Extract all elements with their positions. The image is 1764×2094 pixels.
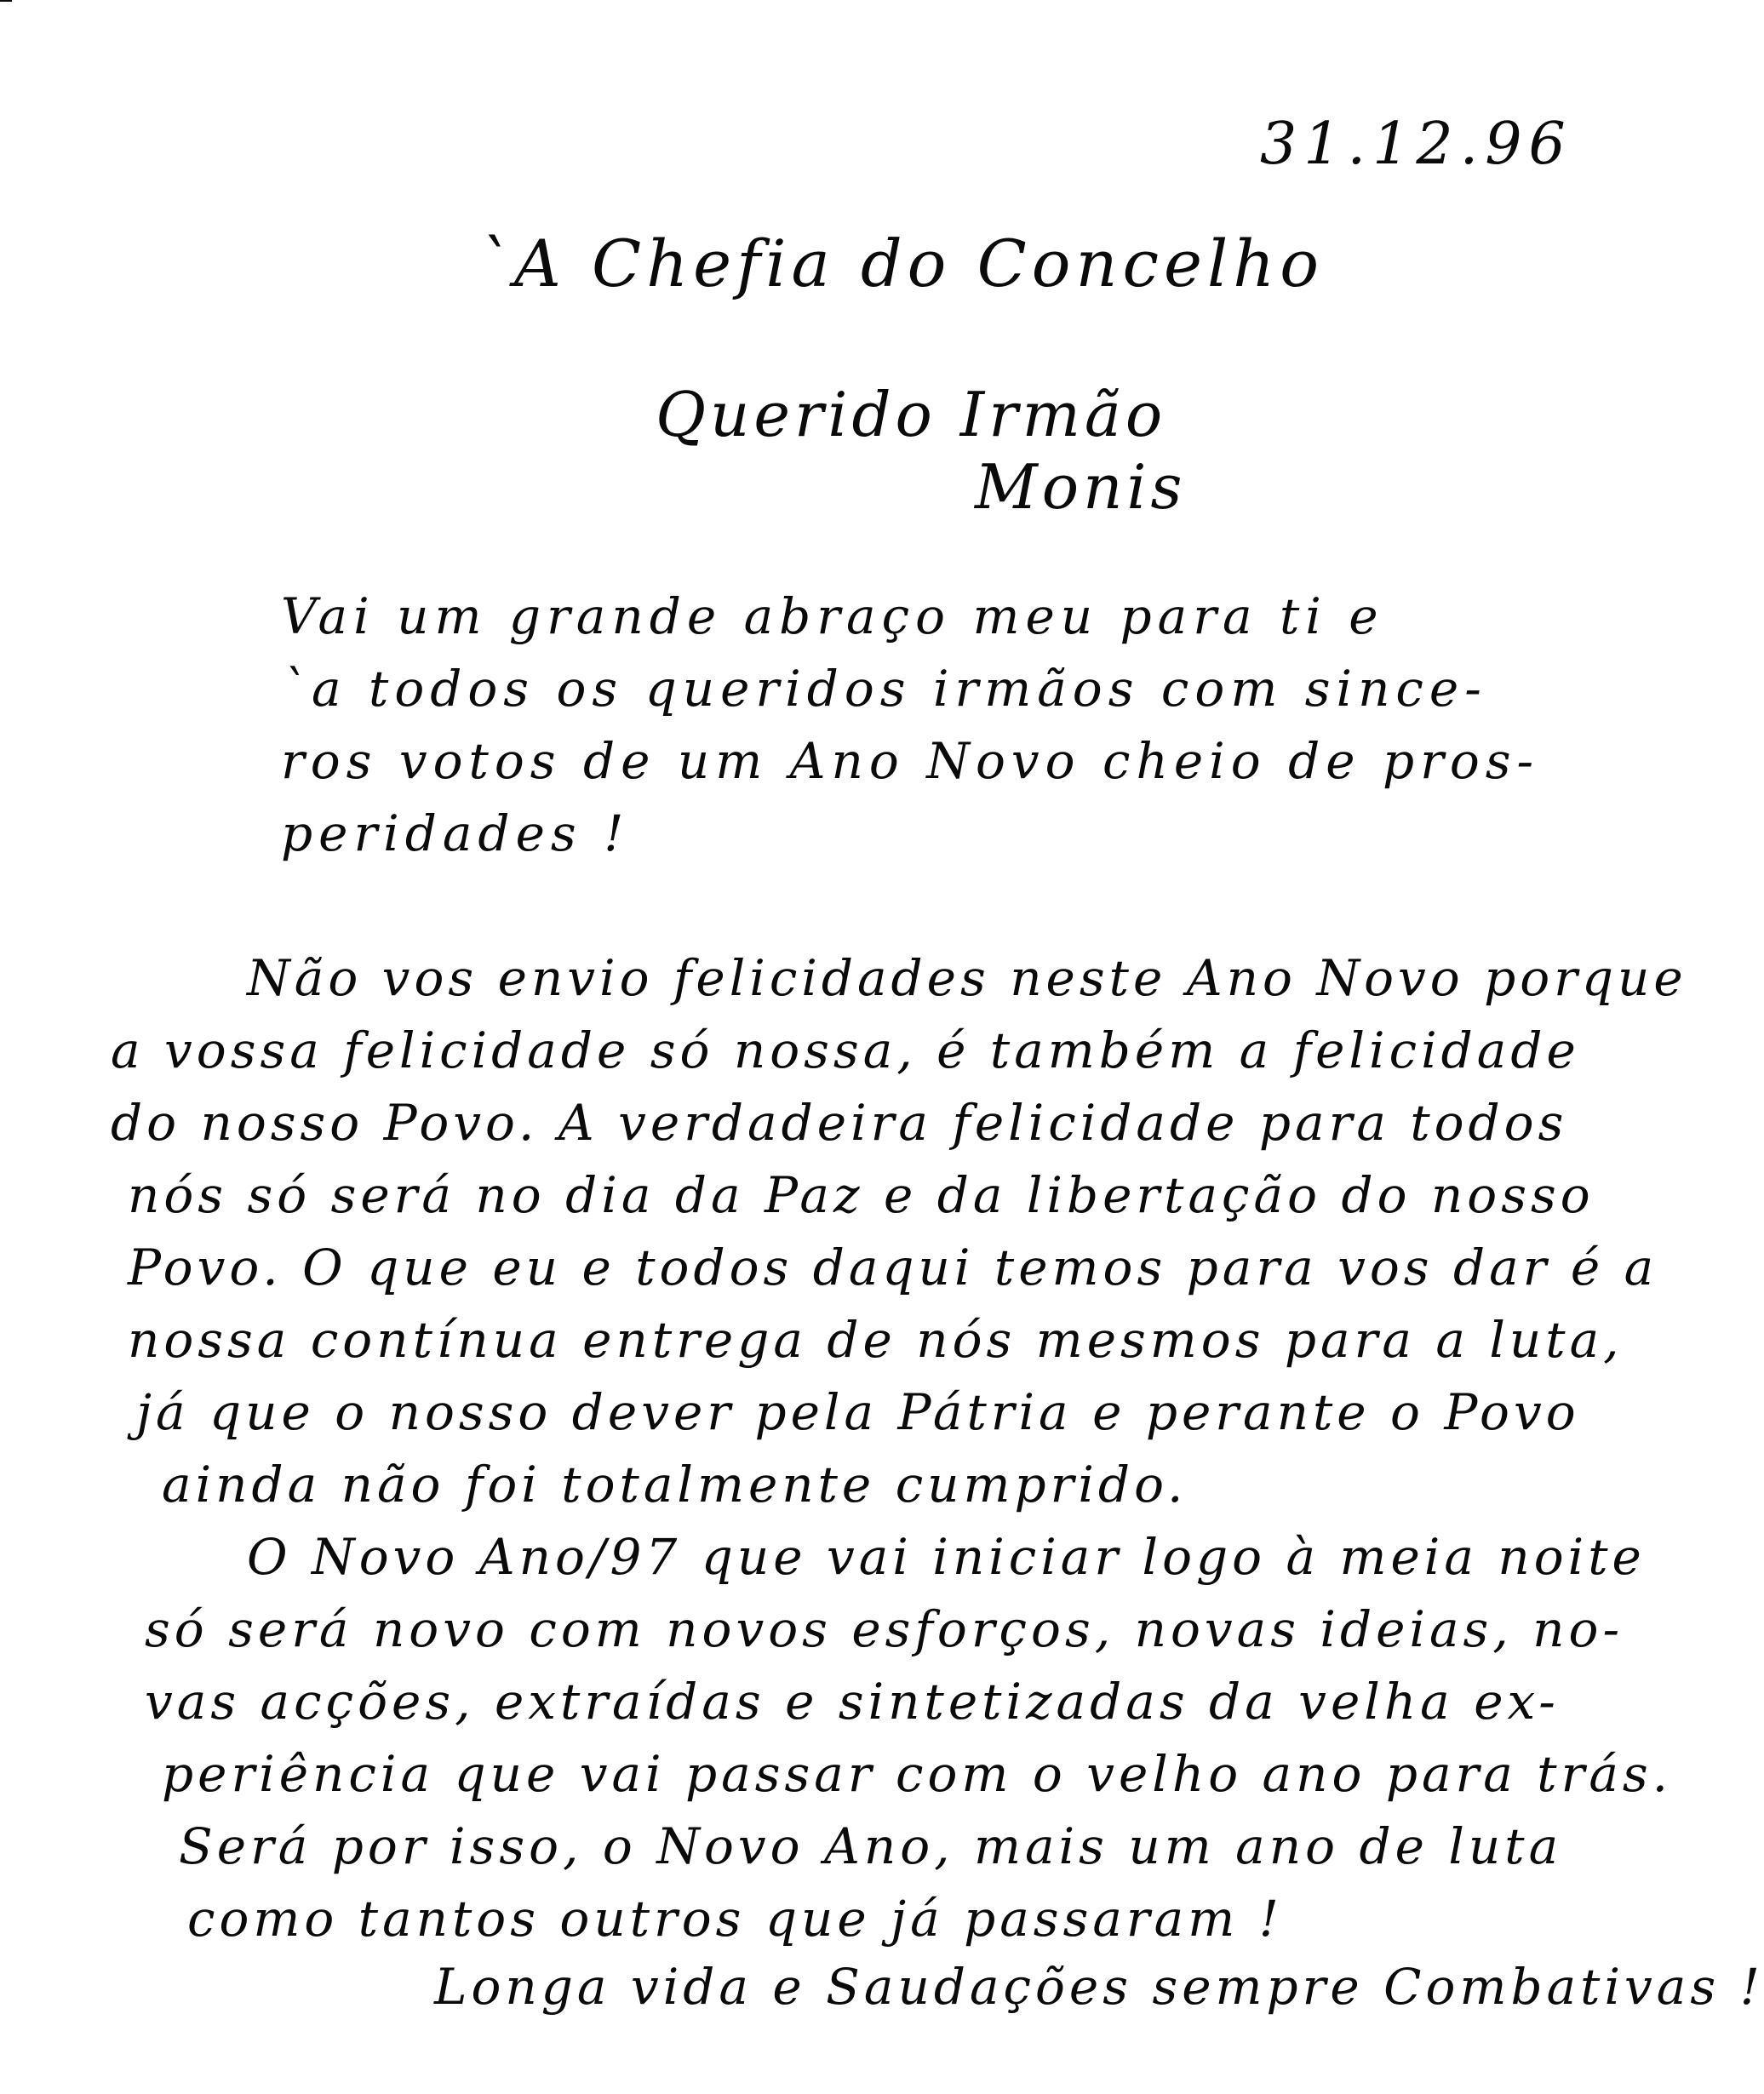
paragraph-1-line: Vai um grande abraço meu para ti e (281, 587, 1384, 645)
paragraph-2-line: nossa contínua entrega de nós mesmos para a luta, (128, 1311, 1624, 1369)
paragraph-1-line: `a todos os queridos irmãos com since- (281, 660, 1487, 718)
salutation-line: Querido Irmão (656, 379, 1167, 450)
paragraph-2-line: vas acções, extraídas e sintetizadas da velha ex- (145, 1673, 1560, 1731)
paragraph-1-line: peridades ! (281, 804, 630, 862)
closing-line: Longa vida e Saudações sempre Combativas ! (434, 1958, 1764, 2016)
paragraph-2-line: a vossa felicidade só nossa, é também a felicidade (111, 1021, 1580, 1079)
paragraph-2-line: já que o nosso dever pela Pátria e perante o Povo (136, 1383, 1580, 1441)
paragraph-2-line: só será novo com novos esforços, novas ideias, no- (145, 1600, 1624, 1658)
letter-date: 31.12.96 (1260, 111, 1572, 178)
paragraph-1-line: ros votos de um Ano Novo cheio de pros- (281, 732, 1540, 790)
letter-addressee: `A Chefia do Concelho (477, 226, 1324, 301)
paragraph-2-line: Povo. O que eu e todos daqui temos para vos dar é a (128, 1239, 1658, 1296)
paragraph-2-line: periência que vai passar com o velho ano para trás. (162, 1745, 1673, 1803)
paragraph-2-line: Não vos envio felicidades neste Ano Novo porque (247, 949, 1687, 1007)
paragraph-2-line: O Novo Ano/97 que vai iniciar logo à meia noite (247, 1528, 1646, 1586)
scan-mark (0, 0, 12, 2)
salutation-name: Monis (975, 451, 1187, 523)
paragraph-2-line: Será por isso, o Novo Ano, mais um ano de luta (179, 1817, 1563, 1875)
paragraph-2-line: nós só será no dia da Paz e da libertação do nosso (128, 1166, 1595, 1224)
paragraph-2-line: como tantos outros que já passaram ! (187, 1890, 1283, 1948)
paragraph-2-line: do nosso Povo. A verdadeira felicidade para todos (111, 1094, 1568, 1152)
paragraph-2-line: ainda não foi totalmente cumprido. (162, 1456, 1188, 1513)
